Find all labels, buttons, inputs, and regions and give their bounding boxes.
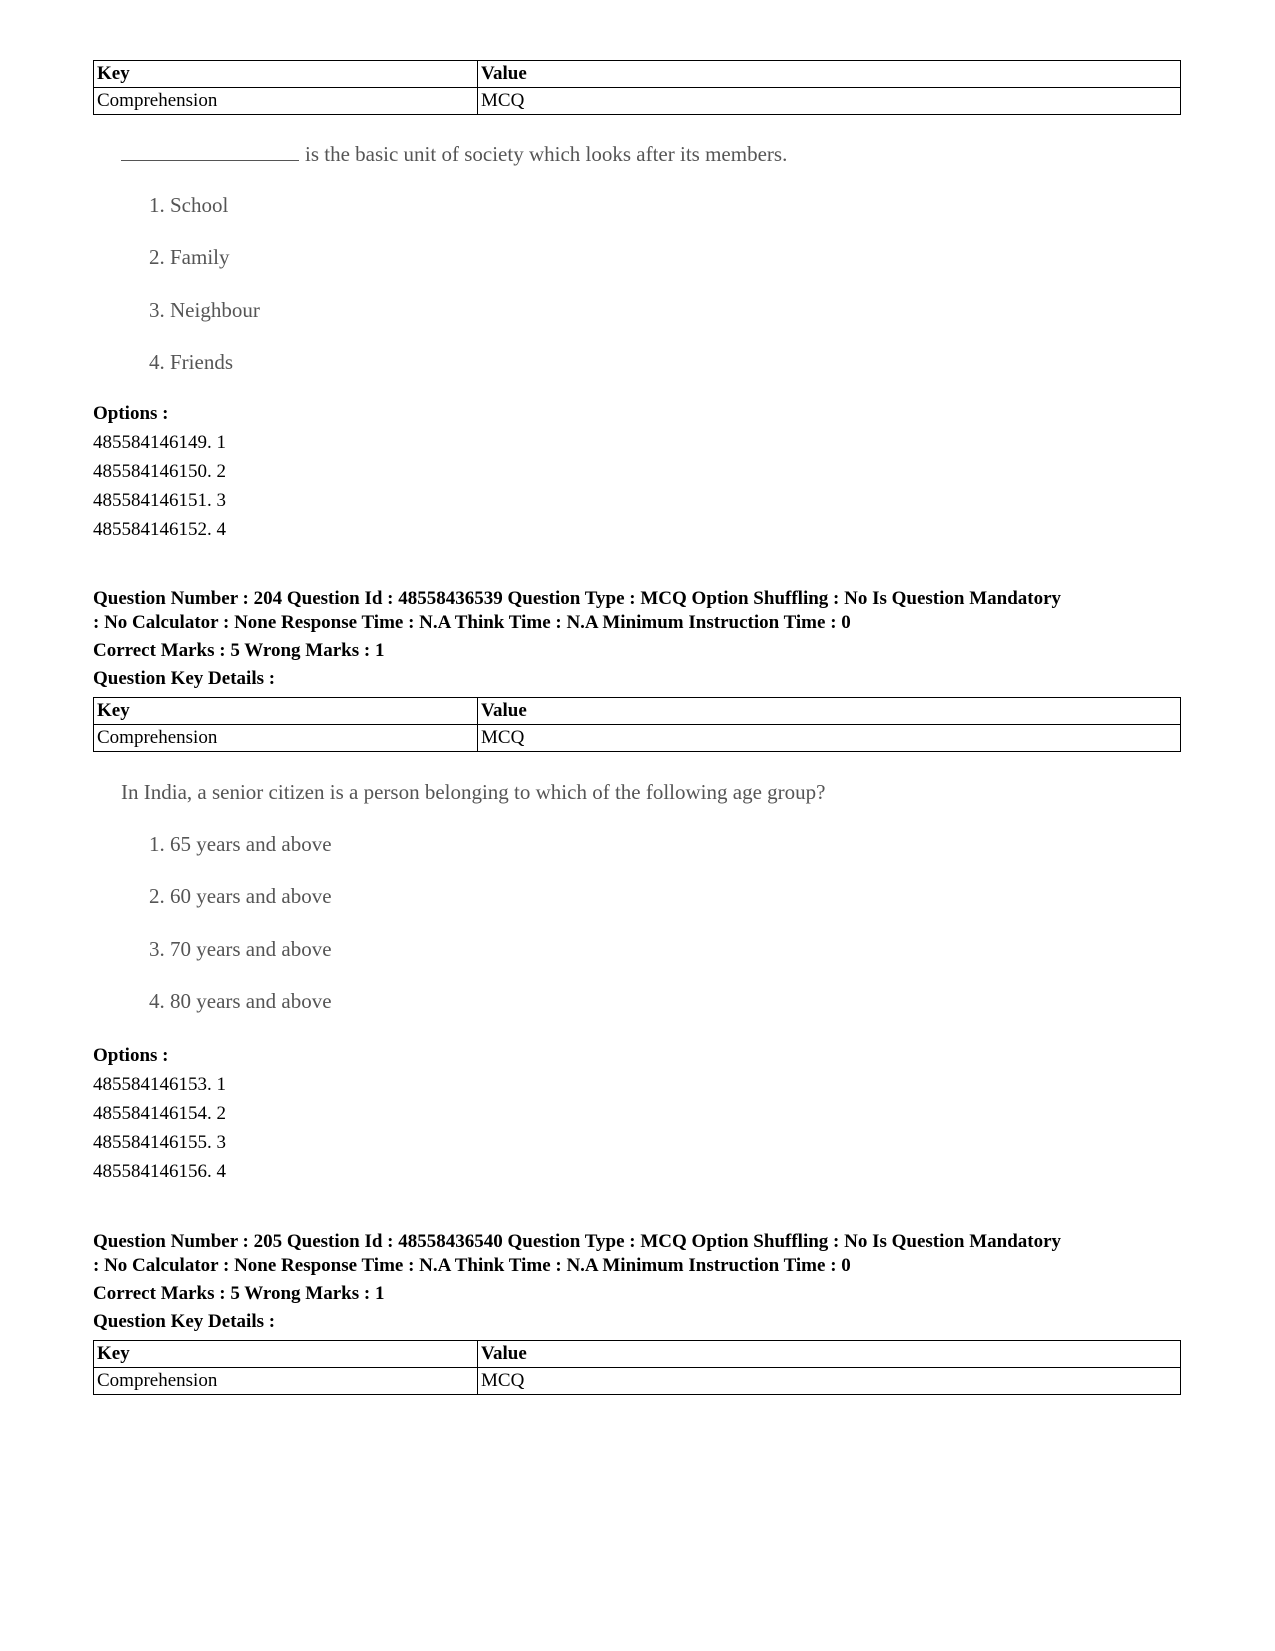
option-id: 485584146155. 3 xyxy=(93,1132,226,1153)
table-header-key: Key xyxy=(94,698,478,725)
question-meta xyxy=(93,1230,1183,1334)
option-id: 485584146156. 4 xyxy=(93,1161,226,1182)
question-meta-line: Question Number : 204 Question Id : 48558436539 Question Type : MCQ Option Shuffling : No Is Question Mandatory xyxy=(93,588,1062,609)
question-key-table xyxy=(93,697,1181,752)
question-key-details-label: Question Key Details : xyxy=(93,668,276,689)
question-stem xyxy=(121,142,787,167)
question-meta-line: Question Number : 205 Question Id : 48558436540 Question Type : MCQ Option Shuffling : No Is Question Mandatory xyxy=(93,1231,1062,1252)
question-choice: 3. 70 years and above xyxy=(149,937,332,961)
table-cell-key: Comprehension xyxy=(94,88,478,115)
table-cell-key: Comprehension xyxy=(94,1368,478,1395)
options-label: Options : xyxy=(93,1045,169,1066)
table-cell-value: MCQ xyxy=(478,88,1181,115)
question-stem-text: is the basic unit of society which looks after its members. xyxy=(305,142,788,166)
fill-in-blank xyxy=(121,160,299,161)
options-label: Options : xyxy=(93,403,169,424)
option-id: 485584146151. 3 xyxy=(93,490,226,511)
table-cell-key: Comprehension xyxy=(94,725,478,752)
question-meta xyxy=(93,587,1183,691)
question-choice: 4. 80 years and above xyxy=(149,989,332,1013)
table-header-value: Value xyxy=(478,61,1181,88)
question-marks: Correct Marks : 5 Wrong Marks : 1 xyxy=(93,1283,385,1304)
question-key-table xyxy=(93,60,1181,115)
question-choice: 1. School xyxy=(149,193,229,217)
question-image xyxy=(93,780,993,1025)
question-marks: Correct Marks : 5 Wrong Marks : 1 xyxy=(93,640,385,661)
table-row xyxy=(94,1368,1181,1395)
option-id: 485584146154. 2 xyxy=(93,1103,226,1124)
question-image xyxy=(93,142,993,387)
table-header-value: Value xyxy=(478,1341,1181,1368)
question-stem: In India, a senior citizen is a person belonging to which of the following age group? xyxy=(121,780,826,804)
table-header-key: Key xyxy=(94,61,478,88)
table-header-row xyxy=(94,698,1181,725)
question-choice: 4. Friends xyxy=(149,350,233,374)
table-header-key: Key xyxy=(94,1341,478,1368)
question-meta-line: : No Calculator : None Response Time : N.A Think Time : N.A Minimum Instruction Time : 0 xyxy=(93,1255,851,1276)
question-choice: 1. 65 years and above xyxy=(149,832,332,856)
question-key-details-label: Question Key Details : xyxy=(93,1311,276,1332)
question-choice: 3. Neighbour xyxy=(149,298,260,322)
table-header-row xyxy=(94,61,1181,88)
table-cell-value: MCQ xyxy=(478,725,1181,752)
option-id: 485584146152. 4 xyxy=(93,519,226,540)
question-meta-line: : No Calculator : None Response Time : N.A Think Time : N.A Minimum Instruction Time : 0 xyxy=(93,612,851,633)
options-block xyxy=(93,1041,226,1186)
option-id: 485584146149. 1 xyxy=(93,432,226,453)
option-id: 485584146153. 1 xyxy=(93,1074,226,1095)
options-block xyxy=(93,399,226,544)
table-header-value: Value xyxy=(478,698,1181,725)
question-choice: 2. Family xyxy=(149,245,230,269)
question-key-table xyxy=(93,1340,1181,1395)
table-header-row xyxy=(94,1341,1181,1368)
question-choice: 2. 60 years and above xyxy=(149,884,332,908)
table-row xyxy=(94,88,1181,115)
table-cell-value: MCQ xyxy=(478,1368,1181,1395)
table-row xyxy=(94,725,1181,752)
option-id: 485584146150. 2 xyxy=(93,461,226,482)
